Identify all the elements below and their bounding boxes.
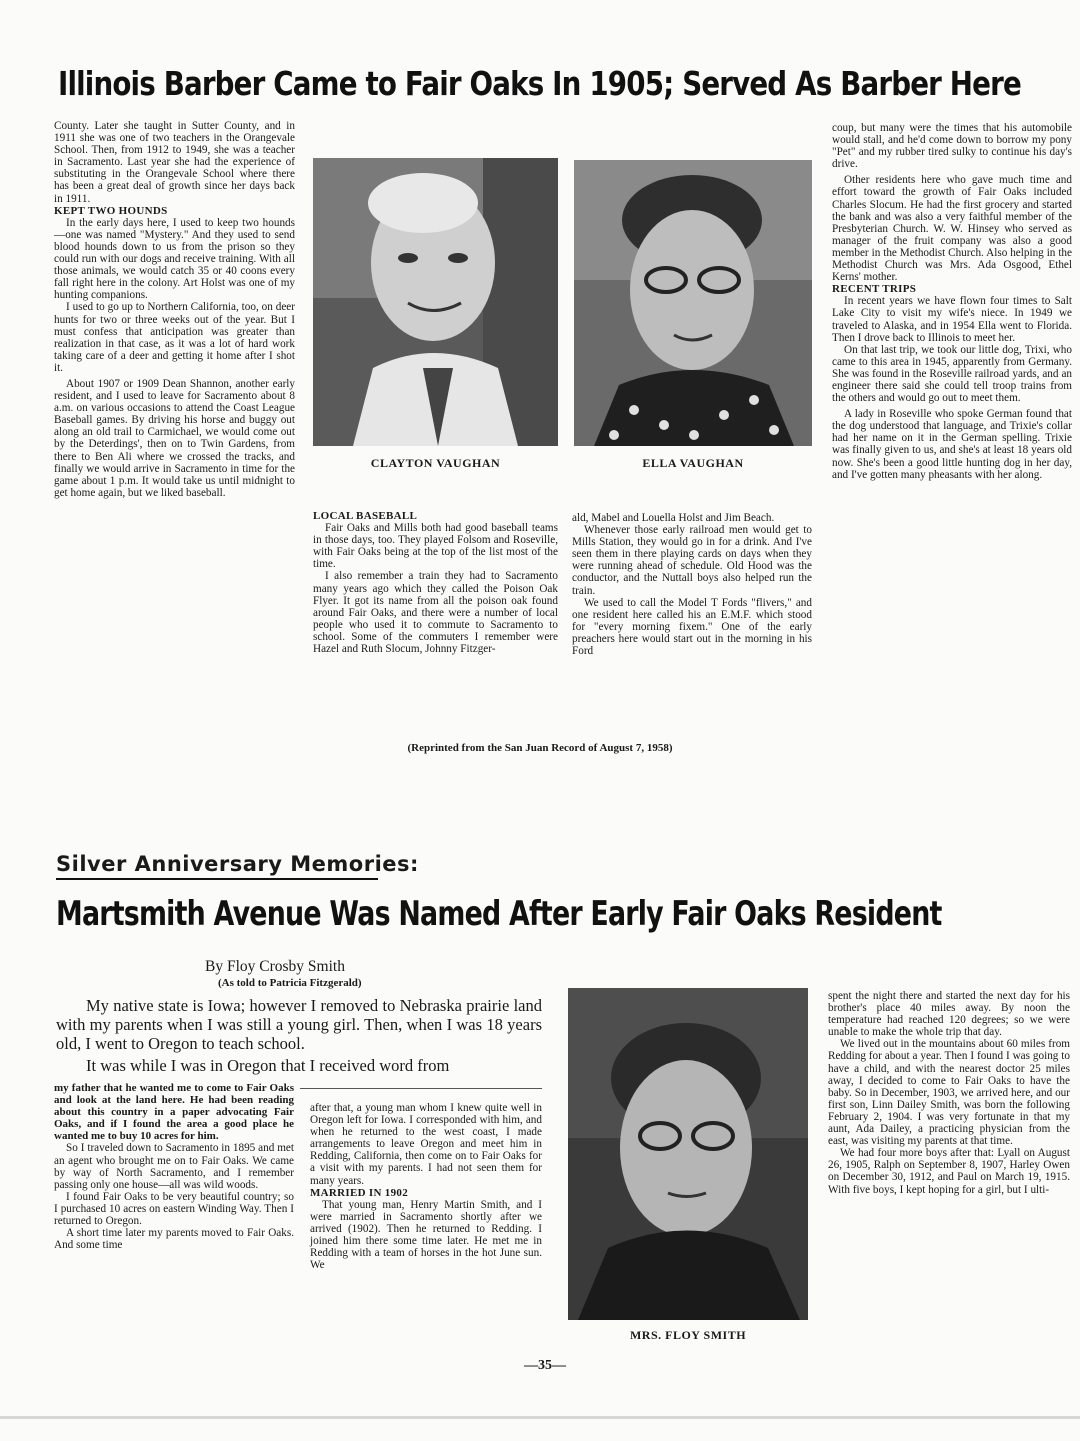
paragraph: We had four more boys after that: Lyall on August 26, 1905, Ralph on September 8, 1907, Harley Owen on December 30, 1912, and Paul on March 19, 1915. With five boys, I kept hoping for a girl, but I ulti-	[828, 1147, 1070, 1196]
paragraph: County. Later she taught in Sutter County, and in 1911 she was one of two teachers in the Orangevale School. Then, from 1912 to 1949, she was a teacher in Sacramento. Last year she had the experience of substituting in the Orangevale School where there has been a great deal of growth since her days back in 1911.	[54, 120, 295, 205]
paragraph: So I traveled down to Sacramento in 1895 and met an agent who brought me on to Fair Oaks. We came by way of North Sacramento, and I remember passing only one house—all was wild woods.	[54, 1142, 294, 1191]
article2-lead	[56, 996, 542, 1075]
paragraph: ald, Mabel and Louella Holst and Jim Beach.	[572, 512, 775, 524]
paragraph: spent the night there and started the next day for his brother's place 40 miles away. By noon the temperature had reached 120 degrees; so we were unable to make the whole trip that day.	[828, 990, 1070, 1039]
ella-vaughan-photo	[574, 160, 812, 446]
paragraph: I found Fair Oaks to be very beautiful country; so I purchased 10 acres on eastern Winding Way. Then I returned to Oregon.	[54, 1190, 294, 1228]
paragraph: Fair Oaks and Mills both had good baseball teams in those days, too. They played Folsom and Roseville, with Fair Oaks being at the top of the list most of the time.	[313, 522, 558, 571]
paragraph: About 1907 or 1909 Dean Shannon, another early resident, and I used to leave for Sacramento about 8 a.m. on various occasions to attend the Coast League Baseball games. By driving his horse and buggy out along an old trail to Carmichael, we would come out by the Deterdings', then on to Twin Gardens, from there to Ben Ali where we crossed the tracks, and finally we would arrive in Sacramento in time for the game about 1 p.m. It would take us until midnight to get home again, but we liked baseball.	[54, 377, 295, 499]
paragraph: A short time later my parents moved to Fair Oaks. And some time	[54, 1227, 294, 1252]
column-separator	[300, 1088, 542, 1089]
photo-caption-ella: ELLA VAUGHAN	[642, 456, 744, 470]
article1-column-4	[832, 122, 1072, 481]
paragraph: my father that he wanted me to come to Fair Oaks and look at the land here. He had been reading about this country in a paper advocating Fair Oaks, and if I found the area a good place he wanted me to buy 10 acres for him.	[54, 1082, 294, 1143]
photo-caption-floy-smith: MRS. FLOY SMITH	[629, 1328, 747, 1342]
paragraph: Whenever those early railroad men would get to Mills Station, they would go in for a drink. And I've seen them in there playing cards on days when they were running ahead of schedule. Old Hood was the conductor, and the Nuttall boys also helped run the train.	[572, 524, 812, 597]
article2-headline: Martsmith Avenue Was Named After Early Fair Oaks Resident	[56, 894, 942, 934]
paragraph: We used to call the Model T Fords "flivers," and one resident here called his an E.M.F. which stood for "every morning fixem." One of the early preachers here would start out in the morning in his Ford	[572, 596, 812, 658]
paragraph: after that, a young man whom I knew quite well in Oregon left for Iowa. I corresponded with him, and when he returned to the west coast, I made arrangements to leave Oregon and meet him in Redding, California, then come on to Fair Oaks for a visit with my parents. I had not seen them for many years.	[310, 1102, 542, 1187]
clayton-vaughan-photo	[313, 158, 558, 446]
section-kicker: Silver Anniversary Memories:	[56, 852, 419, 876]
subheading: LOCAL BASEBALL	[313, 510, 418, 522]
paragraph: I used to go up to Northern California, too, on deer hunts for two or three weeks out of the year. But I must confess that anticipation was greater than realization in that case, as it was a lot of hard work taking care of a deer and getting it home after I shot it.	[54, 301, 295, 374]
article1-column-2	[313, 510, 558, 655]
paragraph: That young man, Henry Martin Smith, and I were married in Sacramento shortly after we arrived (1902). Then he returned to Redding. I joined him there some time later. He met me in Redding with a team of horses in the hot June sun. We	[310, 1198, 542, 1272]
paragraph: coup, but many were the times that his automobile would stall, and he'd come down to borrow my pony "Pet" and my rubber tired sulky to continue his day's drive.	[832, 122, 1072, 171]
subheading: KEPT TWO HOUNDS	[54, 204, 168, 217]
article2-column-3	[828, 990, 1070, 1196]
paragraph: I also remember a train they had to Sacramento many years ago which they called the Poison Oak Flyer. It got its name from all the poison oak found around Fair Oaks, and there were a number of local people who used it to commute to Sacramento to school. Some of the commuters I remember were Hazel and Ruth Slocum, Johnny Fitzger-	[313, 570, 558, 656]
page-number: —35—	[524, 1358, 566, 1373]
paragraph: A lady in Roseville who spoke German found that the dog understood that language, and Trixie's collar had her name on it in the German spelling. Trixie was finally given to us, and she's at least 18 years old now. She's been a good little hunting dog in her day, and I've gotten many pheasants with her along.	[832, 408, 1072, 481]
lead-paragraph: My native state is Iowa; however I removed to Nebraska prairie land with my parents when I was still a young girl. Then, when I was 18 years old, I went to Oregon to teach school.	[56, 996, 542, 1053]
reprint-credit: (Reprinted from the San Juan Record of August 7, 1958)	[407, 742, 673, 754]
lead-paragraph: It was while I was in Oregon that I received word from	[86, 1056, 450, 1075]
article2-column-1	[54, 1082, 294, 1251]
byline-note: (As told to Patricia Fitzgerald)	[218, 977, 362, 989]
scan-edge	[0, 1416, 1080, 1419]
paragraph: In the early days here, I used to keep two hounds—one was named "Mystery." And they used to send blood hounds down to us from the prison so they could run with our dogs and receive training. With all those animals, we would catch 35 or 40 coons every fall right here in the colony. Art Holst was one of my hunting companions.	[54, 216, 295, 302]
subheading: MARRIED IN 1902	[310, 1186, 408, 1199]
paragraph: Other residents here who gave much time and effort toward the growth of Fair Oaks included Charles Slocum. He had the first grocery and started the bank and was also a very faithful member of the Presbyterian Church. W. W. Hinsey who served as manager of the fruit company was also a good member in the Methodist Church. Also helping in the Methodist Church was Mrs. Ada Osgood, Ethel Kerns' mother.	[832, 174, 1072, 284]
article2-column-2	[310, 1102, 542, 1271]
byline: By Floy Crosby Smith	[205, 958, 345, 975]
photo-caption-clayton: CLAYTON VAUGHAN	[370, 456, 501, 470]
article1-column-3	[572, 512, 812, 657]
article1-headline: Illinois Barber Came to Fair Oaks In 1905; Served As Barber Here	[58, 64, 1021, 103]
kicker-underline	[56, 878, 378, 880]
floy-smith-photo	[568, 988, 808, 1320]
paragraph: On that last trip, we took our little dog, Trixi, who came to this area in 1945, apparently from Germany. She was found in the Roseville railroad yards, and an engineer there said she could tell troop trains from the others and would go out to meet them.	[832, 343, 1072, 405]
paragraph: We lived out in the mountains about 60 miles from Redding for about a year. Then I found I was going to have a child, and with the nearest doctor 25 miles away, I decided to come to Fair Oaks to have the baby. So in December, 1903, we arrived here, and our first son, Linn Dailey Smith, was born the following February 2, 1904. I was very fortunate in that my aunt, Ada Dailey, a practicing physician from the east, was visiting my parents at that time.	[828, 1038, 1070, 1148]
paragraph: In recent years we have flown four times to Salt Lake City to visit my wife's niece. In 1949 we traveled to Alaska, and in 1954 Ella went to Florida. Then I drove back to Illinois to meet her.	[832, 295, 1072, 344]
article1-column-1	[54, 120, 295, 499]
subheading: RECENT TRIPS	[832, 283, 917, 296]
